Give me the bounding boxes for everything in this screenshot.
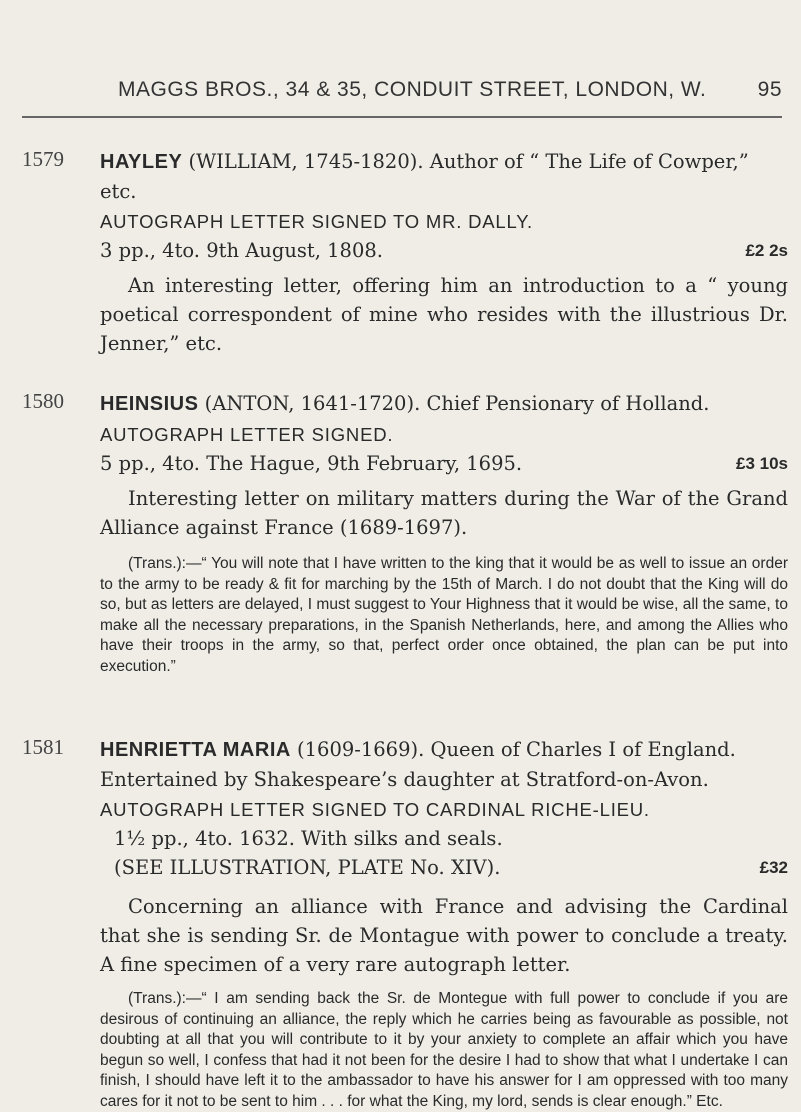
plate-reference: (SEE ILLUSTRATION, PLATE No. XIV). xyxy=(114,856,501,879)
running-header xyxy=(118,78,782,102)
entry-heading-cont: Entertained by Shakespeare’s daughter at Stratford-on-Avon. xyxy=(100,768,709,791)
item-title: AUTOGRAPH LETTER SIGNED. xyxy=(100,424,394,445)
item-price: £3 10s xyxy=(736,454,788,473)
item-price: £2 2s xyxy=(745,241,788,260)
item-title: AUTOGRAPH LETTER SIGNED TO CARDINAL RICHE-LIEU. xyxy=(100,799,650,820)
item-translation: (Trans.):—“ You will note that I have written to the king that it would be as well to issue an order to the army to be ready & fit for marching by the 15th of March. I do not doubt that the King will do so, but as letters are delayed, I must suggest to Your Highness that it would be wise, all the same, to make all the necessary preparations, in the Spanish Netherlands, here, and among the Allies who have their troops in the army, so that, perfect order once obtained, the plan can be put into execution.” xyxy=(100,555,788,675)
page-number: 95 xyxy=(757,78,782,101)
item-description: Concerning an alliance with France and advising the Cardinal that she is sending Sr. de Montague with power to conclude a treaty. A fine specimen of a very rare autograph letter. xyxy=(100,895,788,976)
item-details: 5 pp., 4to. The Hague, 9th February, 1695. xyxy=(100,452,523,475)
header-title: MAGGS BROS., 34 & 35, CONDUIT STREET, LONDON, W. xyxy=(118,78,707,101)
entry-heading xyxy=(100,147,788,177)
item-details: 3 pp., 4to. 9th August, 1808. xyxy=(100,239,383,262)
entry-heading-cont: etc. xyxy=(100,180,137,203)
item-description: An interesting letter, offering him an introduction to a “ young poetical correspondent of mine who resides with the illustrious Dr. Jenner,” etc. xyxy=(100,274,788,355)
item-details: 1½ pp., 4to. 1632. With silks and seals. xyxy=(114,827,503,850)
person-name: HENRIETTA MARIA xyxy=(100,739,291,761)
entry-heading: HENRIETTA MARIA (1609-1669). Queen of Charles I of England. xyxy=(100,738,736,761)
lot-number: 1580 xyxy=(22,389,64,413)
header-rule xyxy=(22,116,782,118)
item-details-row xyxy=(100,449,788,478)
item-details-row xyxy=(100,236,788,265)
item-translation: (Trans.):—“ I am sending back the Sr. de Montegue with full power to conclude if you are desirous of continuing an alliance, the reply which he carries being as favourable as possible, not doubting at all that you will contribute to it by your anxiety to complete an affair which you have begun so well, I confess that had it not been for the desire I had to show that what I undertake I can finish, I should have left it to the ambassador to have his answer for I am oppressed with too many cares for it not to be sent to him . . . for what the King, my lord, sends is clear enough.” Etc. xyxy=(100,990,788,1110)
entry-heading: HEINSIUS (ANTON, 1641-1720). Chief Pensionary of Holland. xyxy=(100,392,710,415)
lot-number: 1579 xyxy=(22,147,64,171)
item-price: £32 xyxy=(759,858,788,877)
item-title: AUTOGRAPH LETTER SIGNED TO MR. DALLY. xyxy=(100,211,533,232)
lot-number: 1581 xyxy=(22,735,64,759)
person-name: HEINSIUS xyxy=(100,393,199,415)
person-name: HAYLEY xyxy=(100,151,183,173)
item-plate-row xyxy=(100,853,788,882)
entry-heading-text: HAYLEY (WILLIAM, 1745-1820). Author of “ The Life of Cowper,” xyxy=(100,150,749,173)
item-description: Interesting letter on military matters during the War of the Grand Alliance against France (1689-1697). xyxy=(100,487,788,539)
